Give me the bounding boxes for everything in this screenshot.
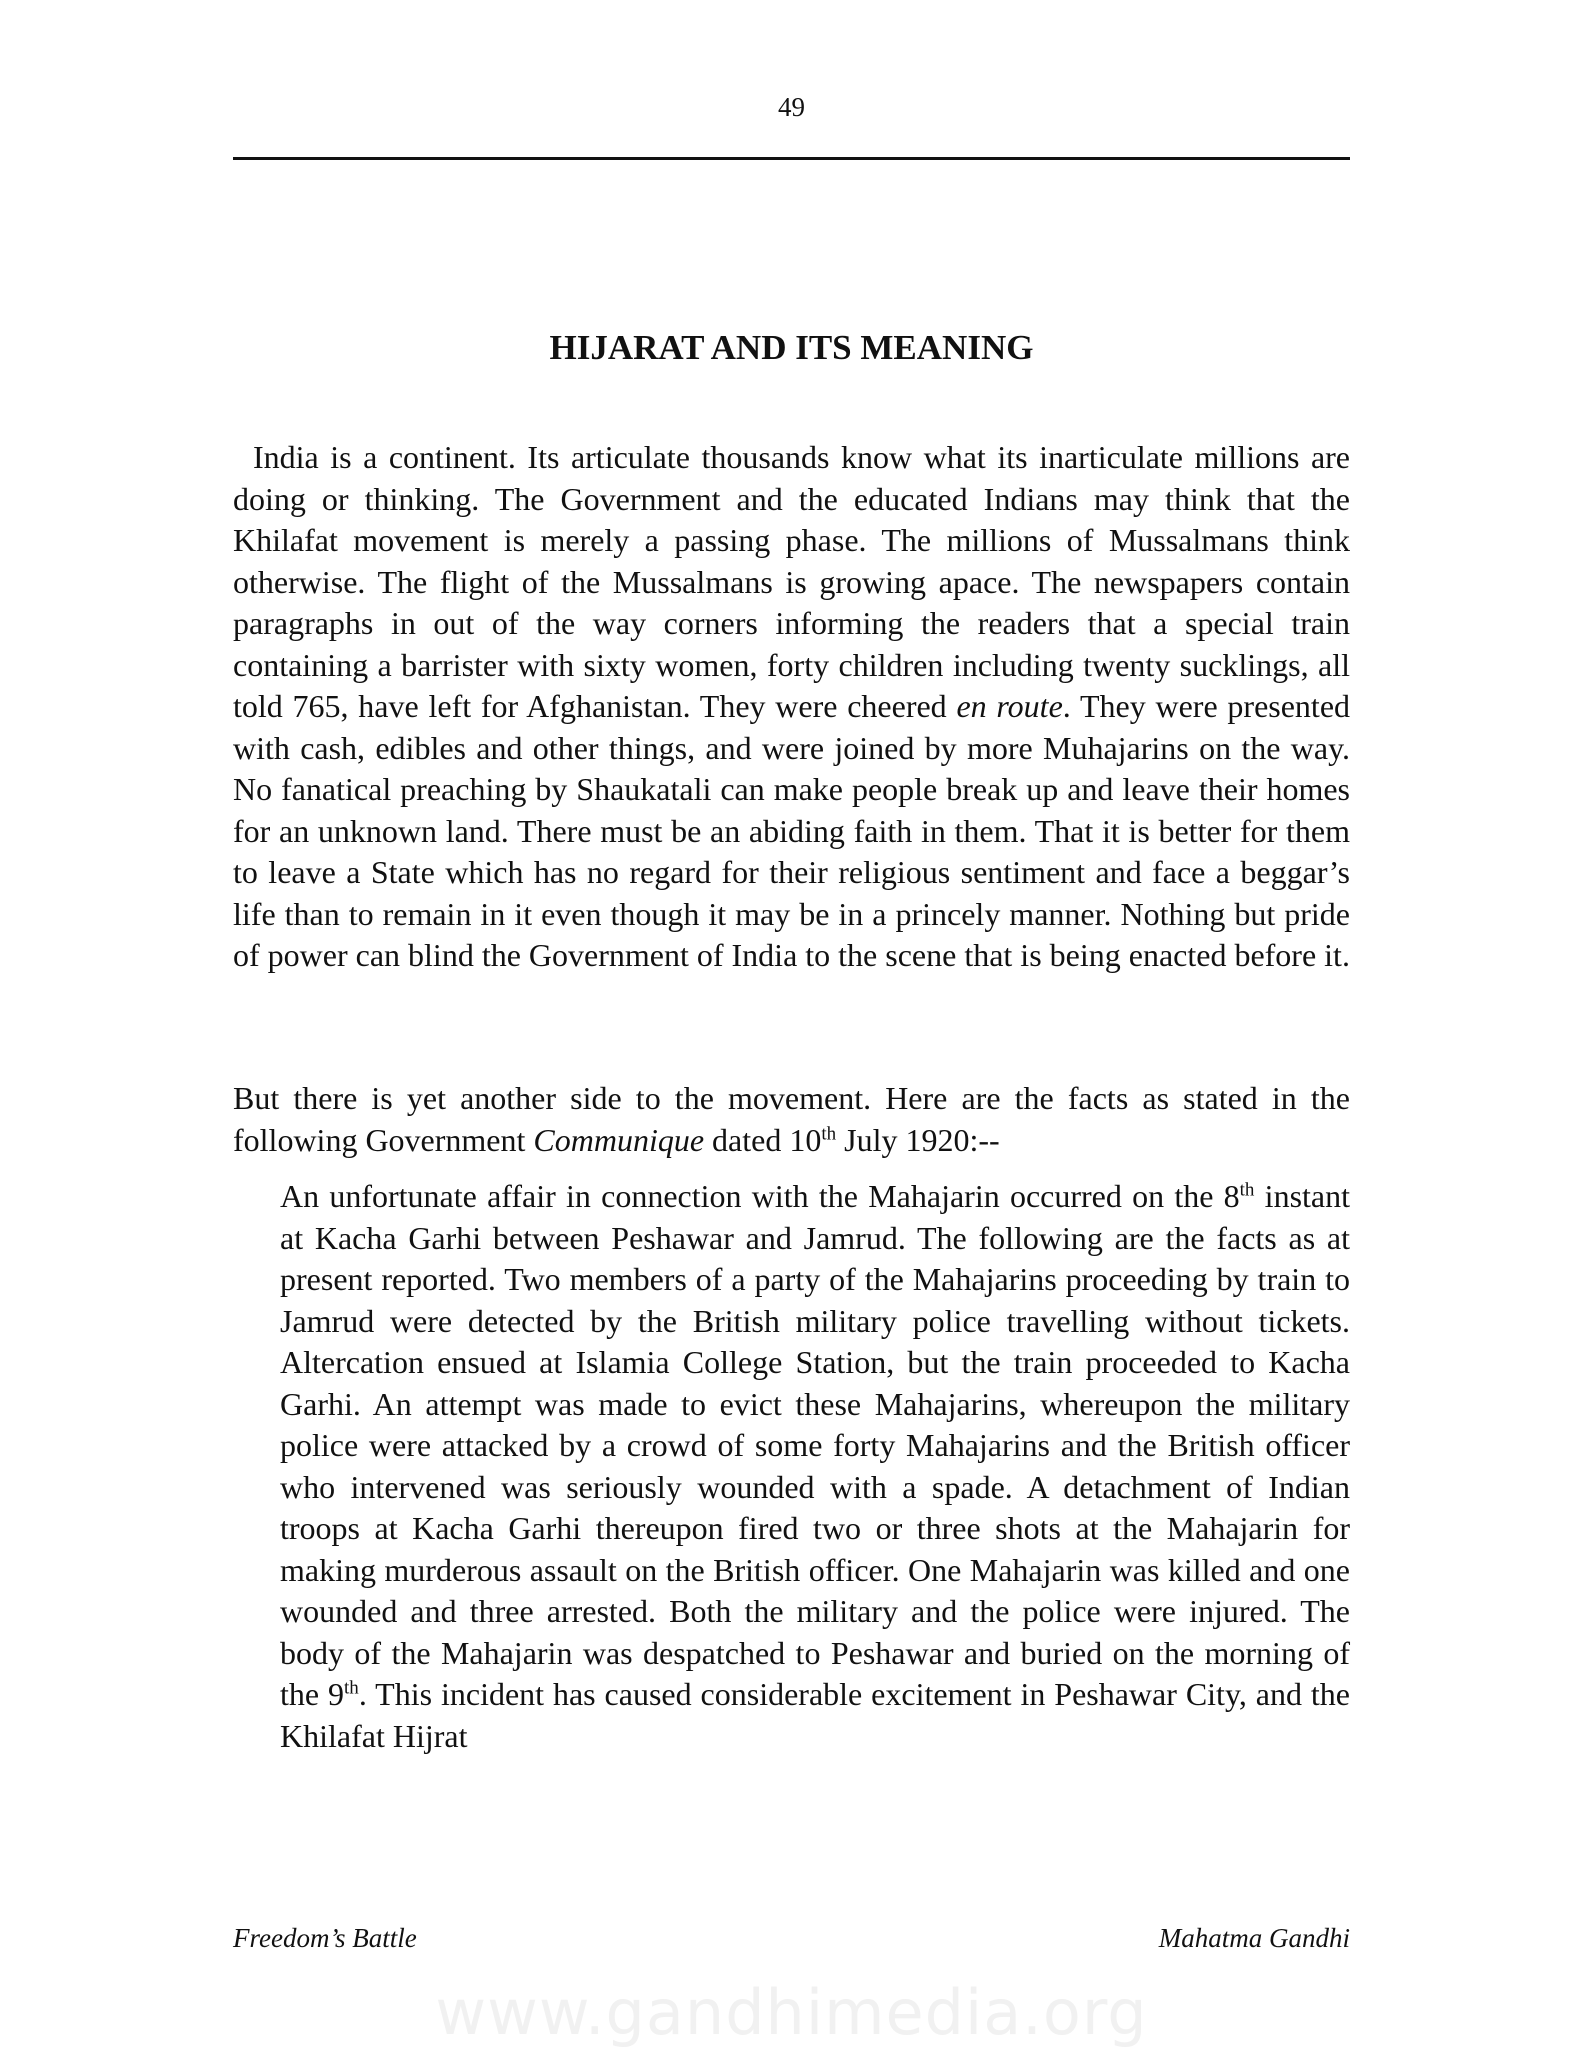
- quote-text-a: An unfortunate affair in connection with the Mahajarin occurred on the 8: [280, 1178, 1240, 1214]
- quote-superscript-1: th: [1239, 1179, 1255, 1201]
- paragraph-1-italic: en route: [956, 688, 1063, 724]
- header-rule: [233, 157, 1350, 160]
- quote-superscript-2: th: [344, 1677, 359, 1699]
- quote-text-b: instant at Kacha Garhi between Peshawar and Jamrud. The following are the facts as at present reported. Two members of a party of the Mahajarins proceeding by train to Jamrud were detected by the British military police travelling without tickets. Altercation ensued at Islamia College Station, but the train proceeded to Kacha Garhi. An attempt was made to evict these Mahajarins, whereupon the military police were attacked by a crowd of some forty Mahajarins and the British officer who intervened was seriously wounded with a spade. A detachment of Indian troops at Kacha Garhi thereupon fired two or three shots at the Mahajarin for making murderous assault on the British officer. One Mahajarin was killed and one wounded and three arrested. Both the military and the police were injured. The body of the Mahajarin was despatched to Peshawar and buried on the morning of the 9: [280, 1178, 1350, 1712]
- paragraph-2-text-b: dated 10: [704, 1121, 822, 1158]
- paragraph-2-superscript: th: [821, 1122, 837, 1144]
- footer-author: Mahatma Gandhi: [1158, 1923, 1350, 1953]
- block-quote: [280, 1176, 1350, 1757]
- paragraph-2-italic: Communique: [533, 1121, 705, 1158]
- paragraph-1-text-b: . They were presented with cash, edibles and other things, and were joined by more Muhajarins on the way. No fanatical preaching by Shaukatali can make people break up and leave their homes for an unknown land. There must be an abiding faith in them. That it is better for them to leave a State which has no regard for their religious sentiment and face a beggar’s life than to remain in it even though it may be in a princely manner. Nothing but pride of power can blind the Government of India to the scene that is being enacted before it.: [233, 688, 1351, 973]
- paragraph-1: [233, 437, 1350, 977]
- paragraph-1-text-a: India is a continent. Its articulate thousands know what its inarticulate millions are doing or thinking. The Government and the educated Indians may think that the Khilafat movement is merely a passing phase. The millions of Mussalmans think otherwise. The flight of the Mussalmans is growing apace. The newspapers contain paragraphs in out of the way corners informing the readers that a special train containing a barrister with sixty women, forty children including twenty sucklings, all told 765, have left for Afghanistan. They were cheered: [233, 439, 1350, 724]
- paragraph-2-text-c: July 1920:--: [836, 1121, 1000, 1158]
- footer-book-title: Freedom’s Battle: [233, 1923, 417, 1953]
- chapter-title: HIJARAT AND ITS MEANING: [549, 328, 1034, 367]
- quote-text-c: . This incident has caused considerable excitement in Peshawar City, and the Khilafat Hijrat: [280, 1676, 1351, 1754]
- paragraph-2-text-a: But there is yet another side to the movement. Here are the facts as stated in the following Government: [233, 1080, 1350, 1158]
- watermark: www.gandhimedia.org: [435, 1976, 1148, 2049]
- page-number: 49: [778, 92, 805, 122]
- paragraph-2: [233, 1078, 1350, 1161]
